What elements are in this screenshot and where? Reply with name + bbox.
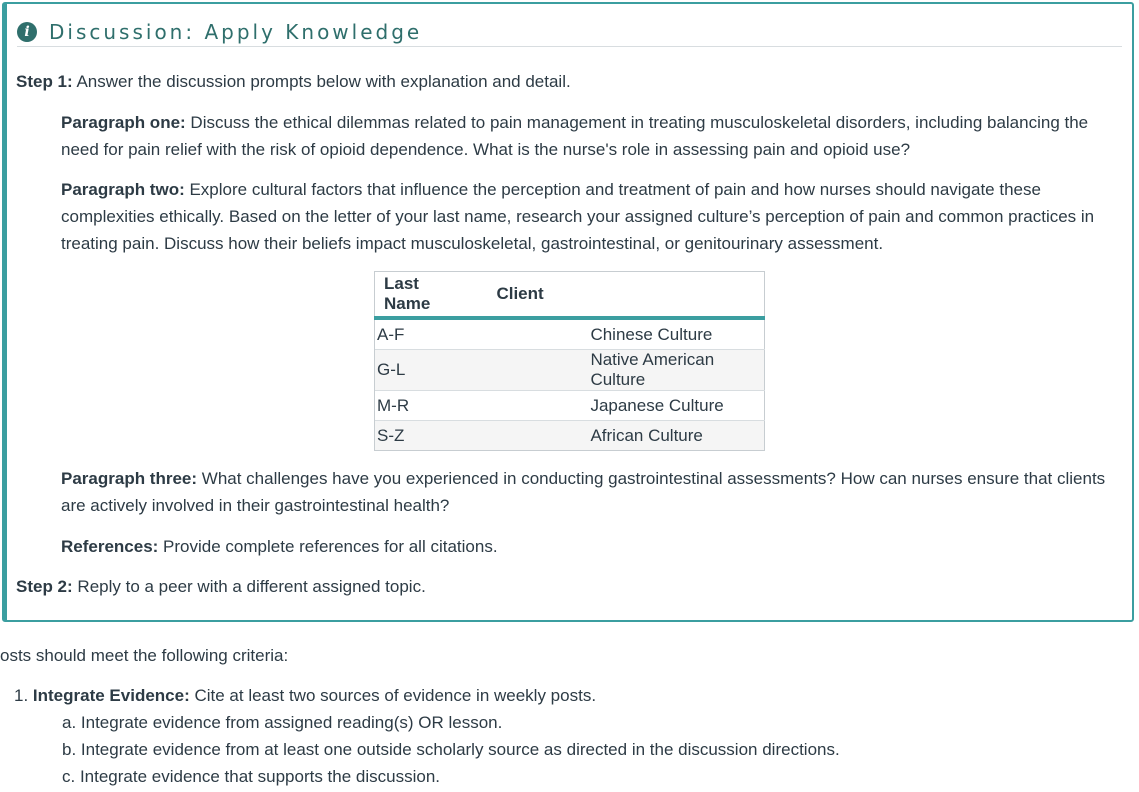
paragraph-two [61,176,1127,257]
paragraph-three [61,465,1127,519]
info-icon: i [17,22,37,42]
table-row [375,318,765,350]
paragraph-two-text: Explore cultural factors that influence the perception and treatment of pain and how nurses should navigate these complexities ethically. Based on the letter of your last name, research your assigned culture’s perception of pain and common practices in treating pain. Discuss how their beliefs impact musculoskeletal, gastrointestinal, or genitourinary assessment. [61,180,1095,253]
step-1 [16,68,1116,95]
title-divider [17,46,1122,47]
column-header-client: Client [466,272,764,319]
criteria-subitem: c. Integrate evidence that supports the discussion. [62,767,441,786]
step-2-text: Reply to a peer with a different assigned topic. [72,577,426,596]
criteria-sublist [14,709,1014,790]
table-cell-last-name: A-F [375,318,467,350]
paragraph-one-text: Discuss the ethical dilemmas related to pain management in treating musculoskeletal disorders, including balancing the need for pain relief with the risk of opioid dependence. What is the nurse's role in assessing pain and opioid use? [61,113,1089,159]
criteria-number: 1. [14,686,33,705]
column-header-last-name: Last Name [375,272,467,319]
paragraph-two-label: Paragraph two: [61,180,185,199]
step-1-label: Step 1: [16,72,73,91]
criteria-list [14,682,1014,790]
step-2 [16,573,1116,600]
references [61,533,1127,560]
table-cell-client: Chinese Culture [466,318,764,350]
panel-title: Discussion: Apply Knowledge [49,20,423,44]
table-header-row [375,272,765,319]
paragraph-three-text: What challenges have you experienced in conducting gastrointestinal assessments? How can nurses ensure that clients are actively involved in their gastrointestinal health? [61,469,1106,515]
table-cell-client: Japanese Culture [466,391,764,421]
criteria-label: Integrate Evidence: [32,686,190,705]
criteria-item [14,682,1014,790]
criteria-subitem: b. Integrate evidence from at least one outside scholarly source as directed in the discussion directions. [62,740,840,759]
criteria-text: Cite at least two sources of evidence in weekly posts. [189,686,597,705]
paragraph-one [61,109,1127,163]
table-cell-last-name: S-Z [375,421,467,451]
discussion-panel [2,2,1134,622]
table-cell-client: African Culture [466,421,764,451]
references-text: Provide complete references for all citations. [158,537,498,556]
table-row [375,350,765,391]
culture-table [374,271,765,451]
panel-header [17,20,422,44]
references-label: References: [61,537,159,556]
table-cell-client: Native American Culture [466,350,764,391]
step-1-text: Answer the discussion prompts below with explanation and detail. [72,72,571,91]
paragraph-three-label: Paragraph three: [61,469,198,488]
criteria-intro: osts should meet the following criteria: [0,646,289,665]
table-cell-last-name: G-L [375,350,467,391]
table-cell-last-name: M-R [375,391,467,421]
paragraph-one-label: Paragraph one: [61,113,186,132]
table-row [375,391,765,421]
table-row [375,421,765,451]
step-2-label: Step 2: [16,577,73,596]
criteria-subitem: a. Integrate evidence from assigned reading(s) OR lesson. [62,713,503,732]
